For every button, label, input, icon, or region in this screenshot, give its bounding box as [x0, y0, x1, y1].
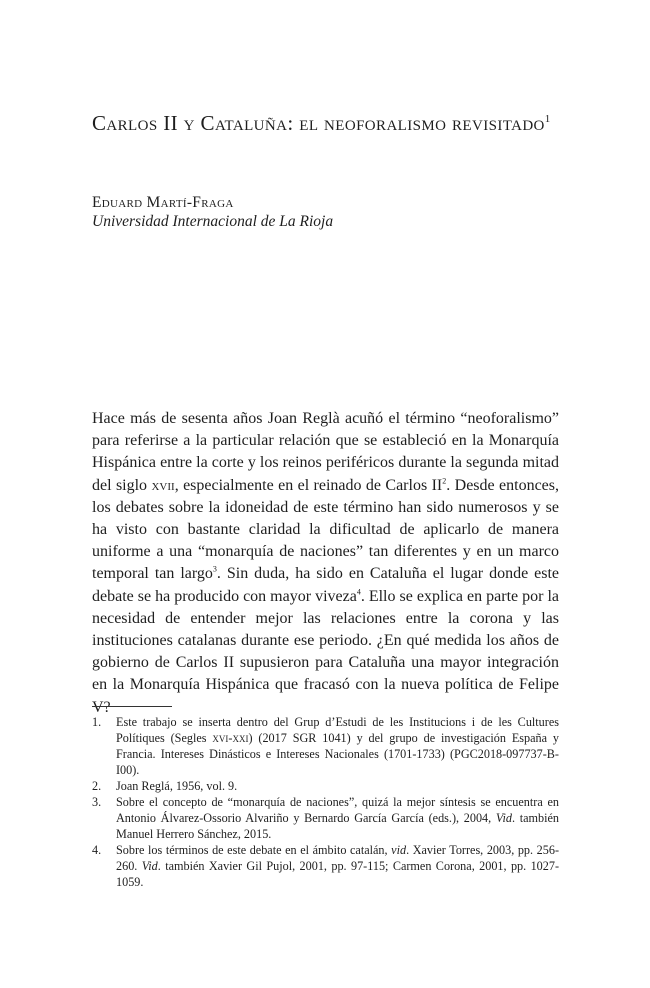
author-name: Eduard Martí-Fraga	[92, 194, 234, 211]
footnote-text-segment: Sobre el concepto de “monarquía de naciones”, quizá la mejor síntesis se encuentra en Antonio Álvarez-Ossorio Alvariño y Bernardo García García (eds.), 2004,	[116, 795, 559, 825]
paper-title	[92, 108, 562, 139]
century-range: xvi-xxi	[212, 731, 249, 745]
body-paragraph	[92, 408, 559, 719]
footnote-1	[92, 714, 559, 778]
footnote-text-segment: . Xavier Torres, 2003, pp. 256-260.	[116, 843, 559, 873]
body-text-segment: . Ello se explica en parte por la necesidad de entender mejor las relaciones entre la corona y las instituciones catalanas durante ese periodo. ¿En qué medida los años de gobierno de Carlos II supusieron para Cataluña una mayor integración en la Monarquía Hispánica que fracasó con la nueva política de Felipe V?	[92, 587, 560, 716]
footnote-number: 2.	[92, 779, 102, 793]
footnote-ref-2[interactable]: 2	[442, 476, 447, 486]
footnote-number: 4.	[92, 843, 102, 857]
title-footnote-ref[interactable]: 1	[544, 113, 551, 125]
footnote-text-segment: Este trabajo se inserta dentro del Grup d’Estudi de les Institucions i de les Cultures Polítiques (Segles	[116, 715, 559, 745]
footnote-2	[92, 778, 559, 794]
footnote-number: 3.	[92, 795, 102, 809]
body-text-segment: Hace más de sesenta años Joan Reglà acuñó el término “neoforalismo” para referirse a la particular relación que se estableció en la Monarquía Hispánica entre la corte y los reinos periféricos durante la segunda mitad del siglo	[92, 410, 559, 494]
footnote-text-segment: Sobre los términos de este debate en el ámbito catalán,	[116, 843, 392, 857]
footnote-3	[92, 794, 559, 842]
footnote-text-segment: ) (2017 SGR 1041) y del grupo de investigación España y Francia. Intereses Dinásticos e Intereses Nacionales (1701-1733) (PGC2018-097737-B-I00).	[116, 731, 560, 777]
footnote-ref-4[interactable]: 4	[356, 587, 361, 597]
footnotes-list	[92, 714, 559, 890]
footnote-text	[116, 778, 559, 794]
footnote-text	[116, 842, 559, 890]
body-text-segment: . Sin duda, ha sido en Cataluña el lugar donde este debate se ha producido con mayor viveza	[92, 565, 559, 605]
footnote-text	[116, 714, 559, 778]
body-text-segment: , especialmente en el reinado de Carlos II	[174, 476, 443, 494]
footnote-text-segment: Joan Reglá, 1956, vol. 9.	[116, 779, 238, 793]
century-numeral: xvii	[151, 476, 175, 494]
author-affiliation: Universidad Internacional de La Rioja	[92, 213, 334, 230]
footnote-number: 1.	[92, 715, 102, 729]
footnote-divider	[92, 706, 172, 707]
body-text-segment: . Desde entonces, los debates sobre la idoneidad de este término han sido numerosos y se ha visto con bastante claridad la dificultad de aplicarlo de manera uniforme a una “monarquía de naciones” tan diferentes y en un marco temporal tan largo	[92, 476, 560, 583]
footnote-italic: vid	[391, 843, 407, 857]
footnote-4	[92, 842, 559, 890]
footnote-text-segment: . también Xavier Gil Pujol, 2001, pp. 97-115; Carmen Corona, 2001, pp. 1027-1059.	[116, 859, 560, 889]
footnote-text-segment: . también Manuel Herrero Sánchez, 2015.	[116, 811, 559, 841]
footnote-italic: Vid	[495, 811, 512, 825]
paper-title-text: Carlos II y Cataluña: el neoforalismo revisitado	[92, 111, 545, 135]
footnote-ref-3[interactable]: 3	[212, 565, 217, 575]
footnote-text	[116, 794, 559, 842]
footnote-italic: Vid	[141, 859, 158, 873]
